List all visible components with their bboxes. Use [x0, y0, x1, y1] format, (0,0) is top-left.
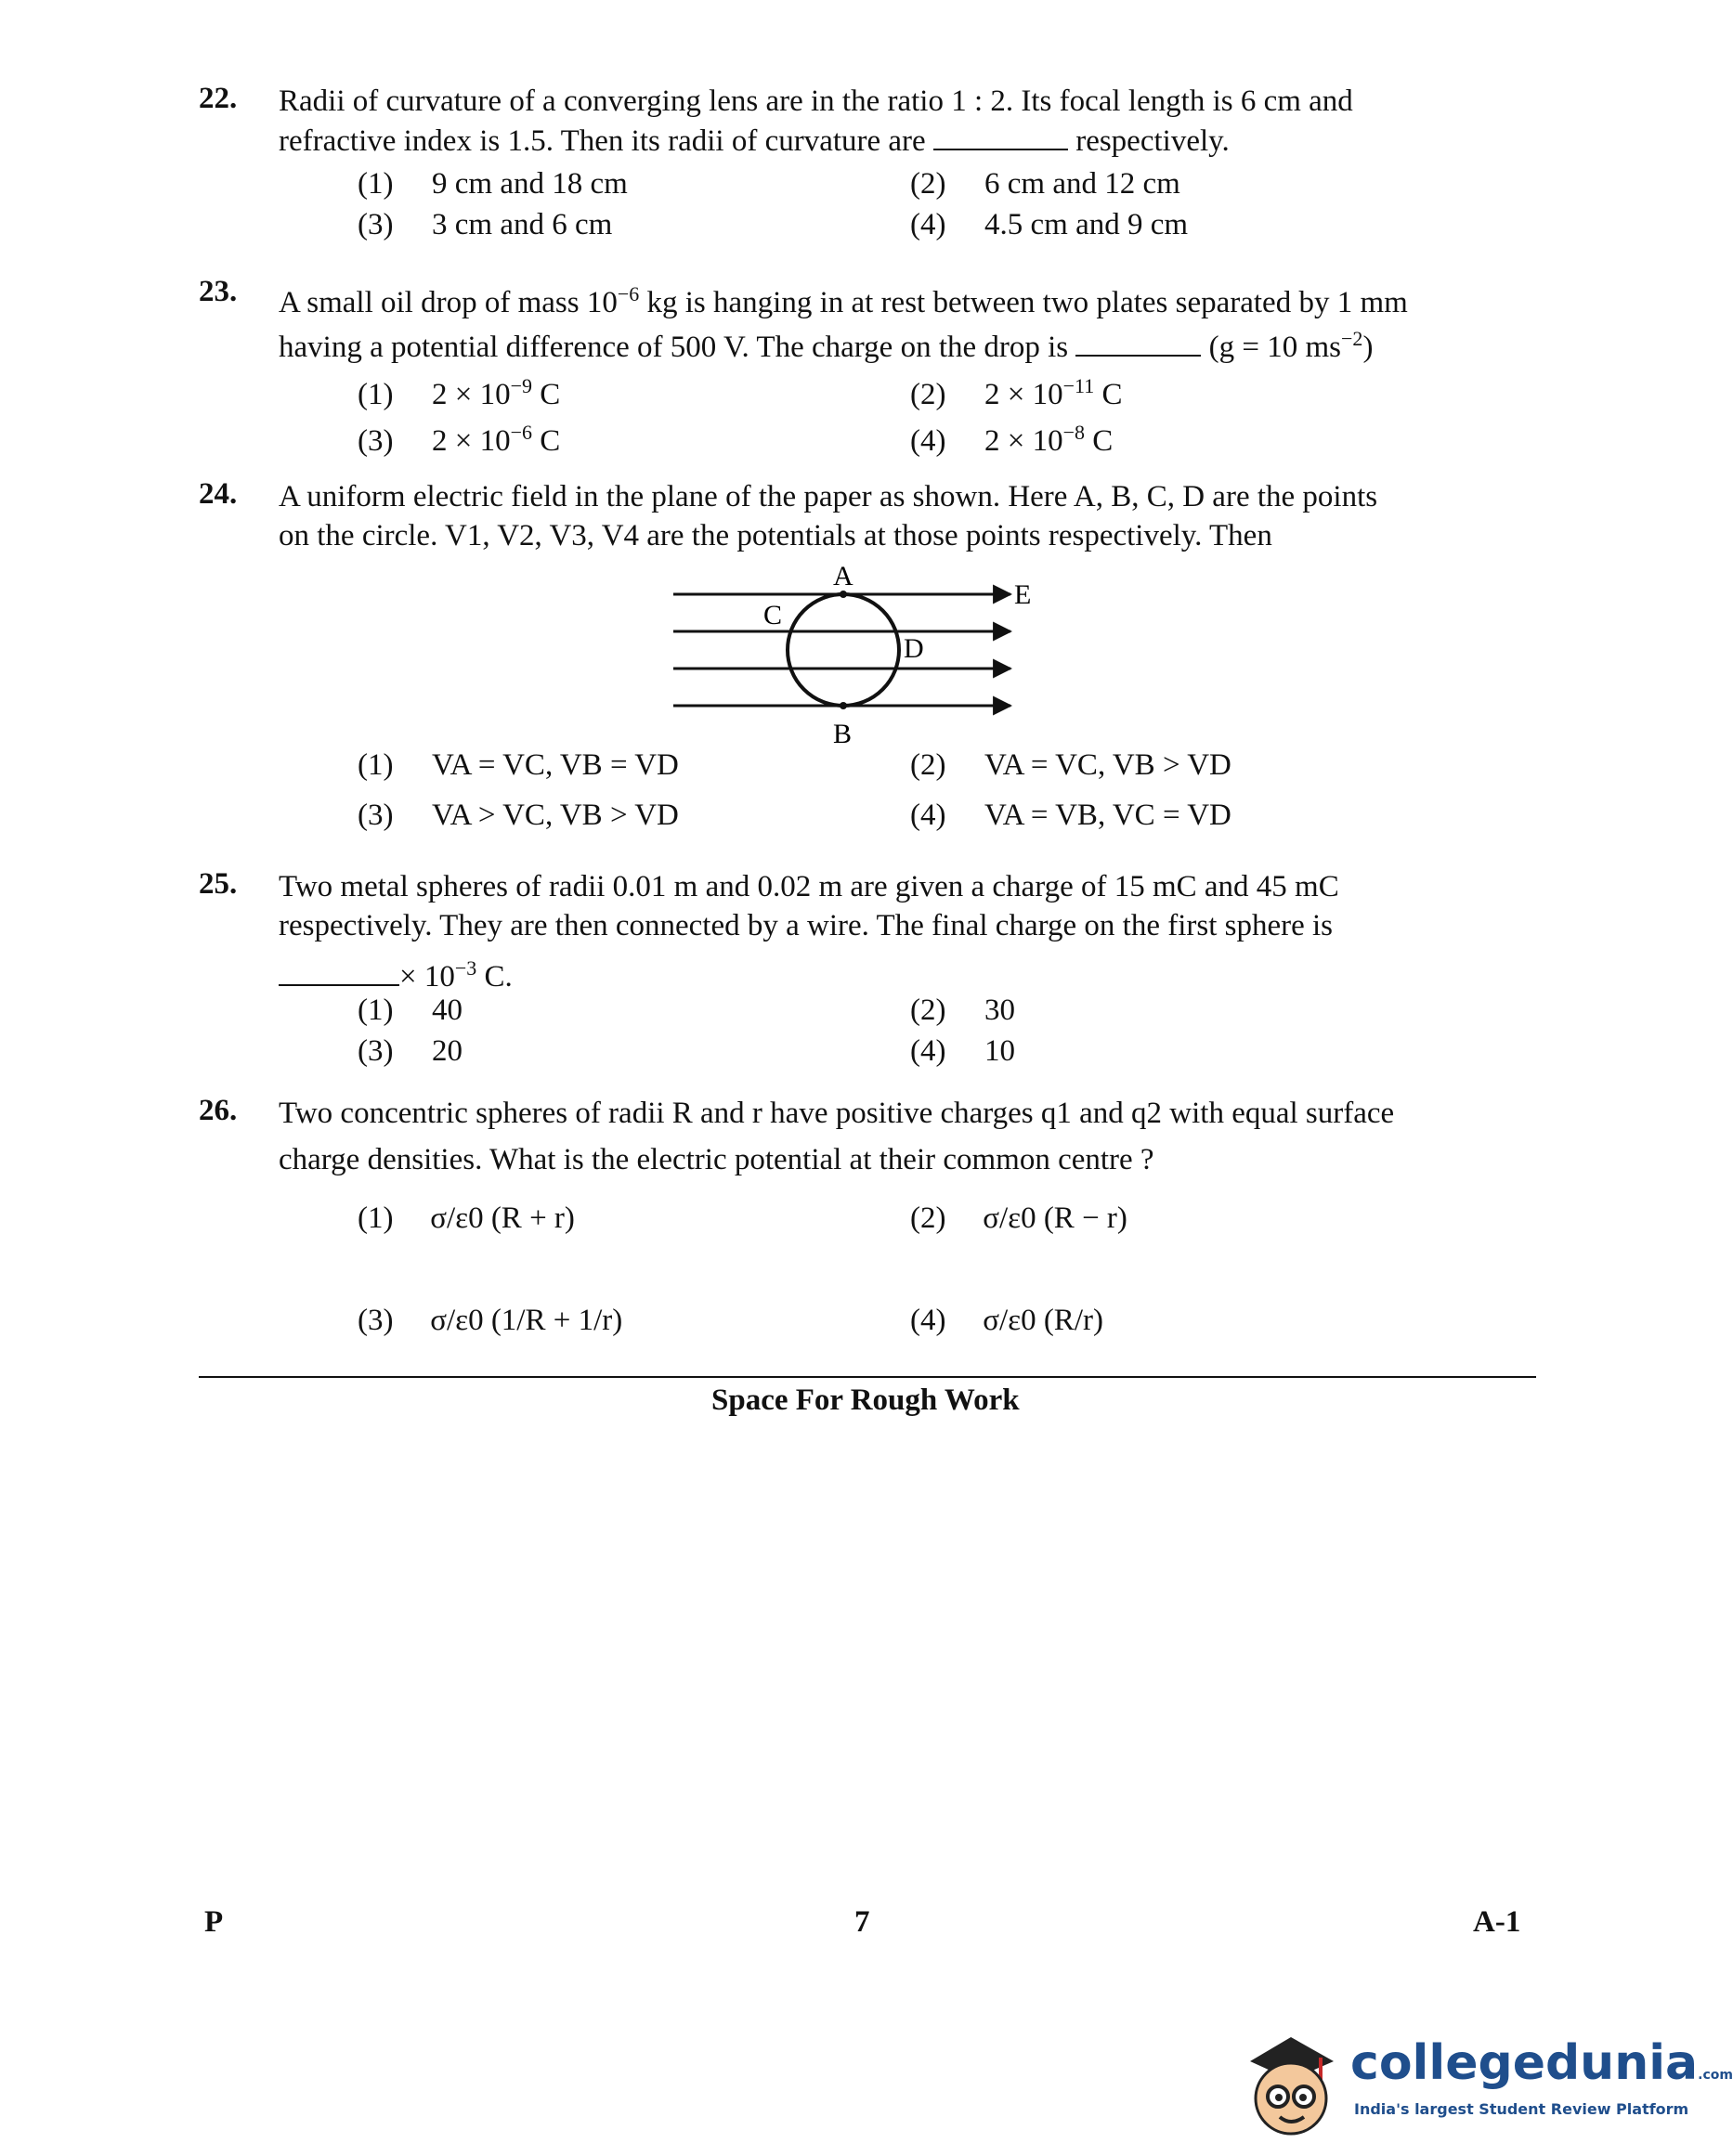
option-base: 2 × 10 — [984, 424, 1063, 458]
option-number: (4) — [910, 424, 946, 458]
option-exp: −6 — [510, 421, 533, 444]
option-number: (1) — [358, 378, 394, 411]
question-25-line-1: Two metal spheres of radii 0.01 m and 0.02 m are given a charge of 15 mC and 45 mC — [279, 870, 1339, 903]
option-unit: C — [1094, 378, 1123, 411]
q26-option-4 — [910, 1300, 1103, 1341]
option-text: 30 — [984, 994, 1015, 1027]
question-24-line-2: on the circle. V1, V2, V3, V4 are the potentials at those points respectively. Then — [279, 519, 1272, 552]
q22-option-1 — [358, 163, 628, 204]
q25-option-3 — [358, 1031, 463, 1072]
question-24-number: 24. — [199, 477, 238, 511]
label-b: B — [833, 719, 853, 749]
label-c: C — [763, 600, 783, 630]
option-text: 9 cm and 18 cm — [432, 167, 628, 201]
electric-field-figure — [659, 557, 1049, 752]
option-number: (4) — [910, 208, 946, 241]
question-26-line-1: Two concentric spheres of radii R and r have positive charges q1 and q2 with equal surface — [279, 1097, 1395, 1130]
q25-option-2 — [910, 990, 1015, 1031]
q25-line-3a: × 10 — [399, 960, 455, 994]
q25-option-4 — [910, 1031, 1015, 1072]
rough-work-divider — [199, 1376, 1536, 1378]
option-number: (2) — [910, 167, 946, 201]
answer-blank — [933, 121, 1068, 150]
brand-suffix: .com — [1698, 2068, 1733, 2083]
q23-option-3 — [358, 412, 560, 461]
q22-option-3 — [358, 204, 612, 245]
option-number: (3) — [358, 1304, 394, 1337]
page-number: 7 — [854, 1905, 870, 1939]
question-23-line-1 — [279, 275, 1514, 322]
point-a — [840, 591, 847, 598]
option-text: 20 — [432, 1034, 463, 1068]
label-a: A — [833, 561, 853, 591]
option-formula: σ/ε0 (R − r) — [983, 1201, 1127, 1235]
question-22-line-2b: respectively. — [1075, 124, 1230, 158]
option-text: VA = VC, VB > VD — [984, 748, 1231, 782]
option-number: (2) — [910, 378, 946, 411]
q23-line-1-exp: −6 — [617, 282, 640, 305]
option-unit: C — [532, 424, 561, 458]
question-22-line-2a: refractive index is 1.5. Then its radii of curvature are — [279, 124, 926, 158]
option-number: (4) — [910, 1304, 946, 1337]
question-25-number: 25. — [199, 867, 238, 901]
question-26-line-2: charge densities. What is the electric potential at their common centre ? — [279, 1143, 1154, 1176]
point-b — [840, 702, 847, 709]
option-text: VA = VB, VC = VD — [984, 799, 1231, 832]
q25-line-3-exp: −3 — [454, 956, 477, 980]
option-number: (4) — [910, 799, 946, 832]
q23-option-2 — [910, 366, 1122, 415]
option-base: 2 × 10 — [984, 378, 1063, 411]
question-24-line-1: A uniform electric field in the plane of the paper as shown. Here A, B, C, D are the points — [279, 480, 1378, 513]
question-22-line-1: Radii of curvature of a converging lens are in the ratio 1 : 2. Its focal length is 6 cm and — [279, 84, 1353, 118]
q26-option-1 — [358, 1198, 575, 1239]
q22-option-4 — [910, 204, 1188, 245]
option-number: (1) — [358, 994, 394, 1027]
q24-option-4 — [910, 795, 1231, 836]
rough-work-label: Space For Rough Work — [711, 1383, 1020, 1417]
option-exp: −9 — [510, 374, 533, 397]
footer-right: A-1 — [1473, 1905, 1521, 1939]
option-base: 2 × 10 — [432, 424, 511, 458]
option-number: (4) — [910, 1034, 946, 1068]
option-number: (1) — [358, 167, 394, 201]
brand-name — [1350, 2035, 1733, 2091]
q22-option-2 — [910, 163, 1180, 204]
q23-line-2b: (g = 10 ms — [1208, 331, 1342, 364]
question-23-number: 23. — [199, 275, 238, 308]
option-exp: −8 — [1062, 421, 1086, 444]
label-e: E — [1014, 579, 1032, 610]
option-formula: σ/ε0 (R/r) — [983, 1304, 1103, 1337]
answer-blank — [1075, 327, 1201, 357]
option-number: (1) — [358, 748, 394, 782]
option-number: (2) — [910, 994, 946, 1027]
option-text: 40 — [432, 994, 463, 1027]
question-26-number: 26. — [199, 1094, 238, 1127]
option-base: 2 × 10 — [432, 378, 511, 411]
option-number: (3) — [358, 208, 394, 241]
option-text: 6 cm and 12 cm — [984, 167, 1180, 201]
q23-line-2a: having a potential difference of 500 V. The charge on the drop is — [279, 331, 1069, 364]
question-25-line-2: respectively. They are then connected by a wire. The final charge on the first sphere is — [279, 909, 1334, 942]
question-22-line-2 — [279, 121, 1514, 161]
q25-option-1 — [358, 990, 463, 1031]
option-formula: σ/ε0 (1/R + 1/r) — [430, 1304, 623, 1337]
question-22-number: 22. — [199, 82, 238, 115]
option-number: (2) — [910, 748, 946, 782]
option-number: (3) — [358, 424, 394, 458]
answer-blank — [279, 956, 399, 986]
option-text: VA = VC, VB = VD — [432, 748, 679, 782]
q24-option-1 — [358, 745, 679, 786]
option-formula: σ/ε0 (R + r) — [430, 1201, 575, 1235]
option-unit: C — [532, 378, 561, 411]
option-number: (3) — [358, 1034, 394, 1068]
q23-line-1b: kg is hanging in at rest between two plates separated by 1 mm — [639, 286, 1408, 319]
option-text: 3 cm and 6 cm — [432, 208, 613, 241]
option-number: (3) — [358, 799, 394, 832]
option-text: VA > VC, VB > VD — [432, 799, 679, 832]
option-exp: −11 — [1062, 374, 1095, 397]
q26-option-3 — [358, 1300, 622, 1341]
q23-line-2c: ) — [1362, 331, 1374, 364]
question-25-line-3 — [279, 949, 1514, 996]
option-number: (1) — [358, 1201, 394, 1235]
option-text: 10 — [984, 1034, 1015, 1068]
q25-line-3b: C. — [476, 960, 513, 994]
option-number: (2) — [910, 1201, 946, 1235]
option-text: 4.5 cm and 9 cm — [984, 208, 1189, 241]
footer-left: P — [204, 1905, 224, 1939]
q24-option-2 — [910, 745, 1231, 786]
collegedunia-mascot-icon — [1237, 2024, 1347, 2145]
question-23-line-2 — [279, 319, 1514, 367]
label-d: D — [904, 633, 924, 664]
q24-option-3 — [358, 795, 679, 836]
q23-option-1 — [358, 366, 560, 415]
q26-option-2 — [910, 1198, 1127, 1239]
q23-line-1a: A small oil drop of mass 10 — [279, 286, 618, 319]
brand-name-text: collegedunia — [1350, 2035, 1699, 2091]
circle — [788, 594, 899, 706]
q23-option-4 — [910, 412, 1113, 461]
q23-line-2-exp: −2 — [1341, 327, 1363, 350]
option-unit: C — [1085, 424, 1114, 458]
brand-tagline: India's largest Student Review Platform — [1354, 2100, 1689, 2118]
